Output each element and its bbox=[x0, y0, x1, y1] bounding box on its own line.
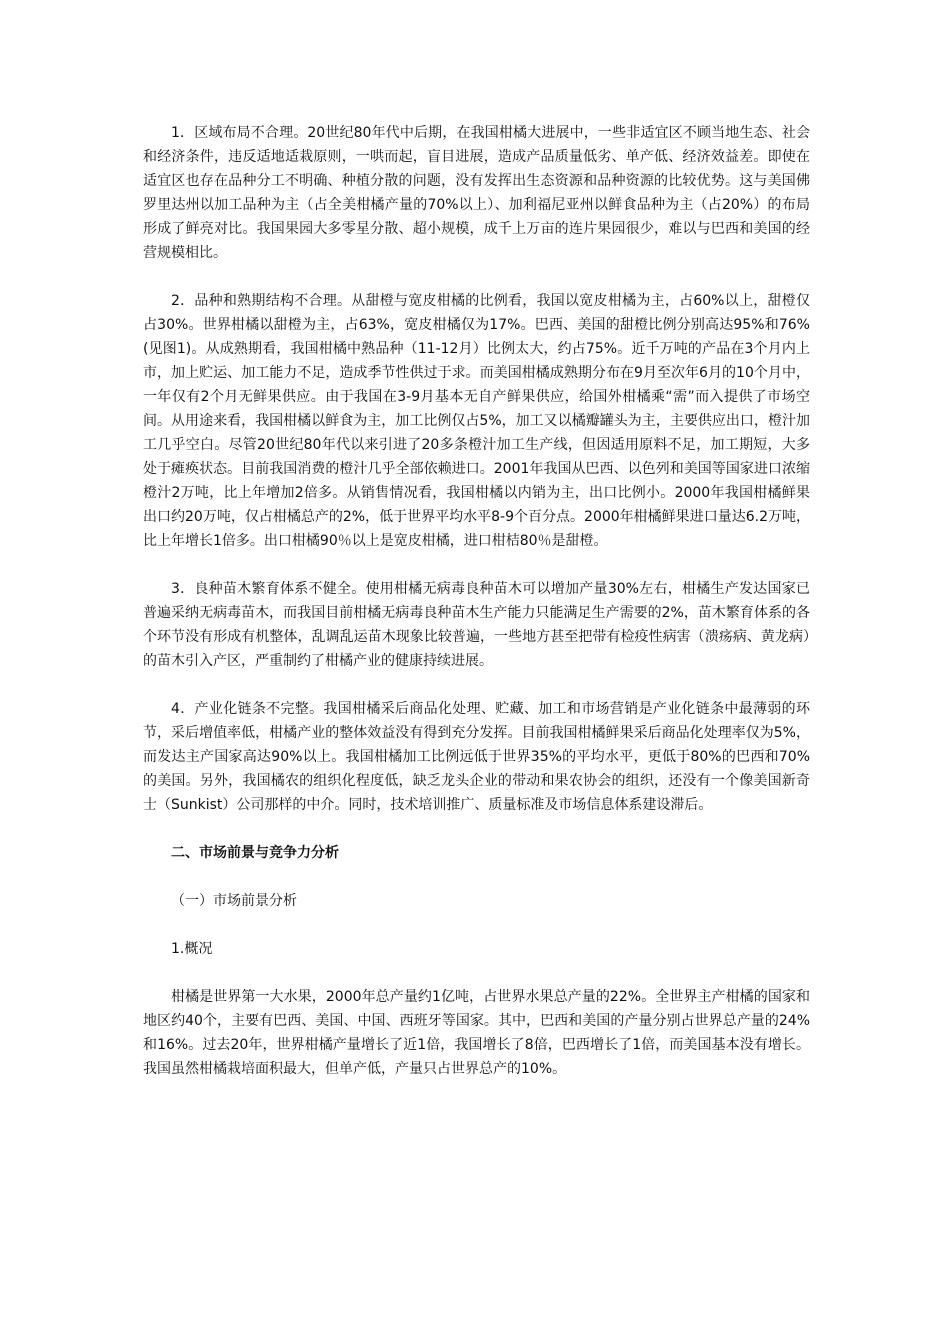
subsection-heading-market-prospect: （一）市场前景分析 bbox=[171, 893, 297, 909]
paragraph-regional-layout: 1．区域布局不合理。20世纪80年代中后期，在我国柑橘大进展中，一些非适宜区不顾当地生态、社会和经济条件，违反适地适栽原则，一哄而起，盲目进展，造成产品质量低劣、单产低、经济效益差。即使在适宜区也存在品种分工不明确、种植分散的问题，没有发挥出生态资源和品种资源的比较优势。这与美国佛罗里达州以加工品种为主（占全美柑橘产量的70%以上）、加利福尼亚州以鲜食品种为主（占20%）的布局形成了鲜亮对比。我国果园大多零星分散、超小规模，成千上万亩的连片果园很少，难以与巴西和美国的经营规模相比。 bbox=[143, 125, 810, 261]
paragraph-industrial-chain: 4．产业化链条不完整。我国柑橘采后商品化处理、贮藏、加工和市场营销是产业化链条中最薄弱的环节，采后增值率低，柑橘产业的整体效益没有得到充分发挥。目前我国柑橘鲜果采后商品化处理率仅为5%，而发达主产国家高达90%以上。我国柑橘加工比例远低于世界35%的平均水平，更低于80%的巴西和70%的美国。另外，我国橘农的组织化程度低，缺乏龙头企业的带动和果农协会的组织，还没有一个像美国新奇士（Sunkist）公司那样的中介。同时，技术培训推广、质量标准及市场信息体系建设滞后。 bbox=[143, 701, 810, 813]
document-page bbox=[143, 121, 810, 1081]
item-heading-overview: 1.概况 bbox=[171, 941, 213, 957]
paragraph-variety-structure: 2．品种和熟期结构不合理。从甜橙与宽皮柑橘的比例看，我国以宽皮柑橘为主，占60%以上，甜橙仅占30%。世界柑橘以甜橙为主，占63%，宽皮柑橘仅为17%。巴西、美国的甜橙比例分别高达95%和76%(见图1)。从成熟期看，我国柑橘中熟品种（11-12月）比例太大，约占75%。近千万吨的产品在3个月内上市，加上贮运、加工能力不足，造成季节性供过于求。而美国柑橘成熟期分布在9月至次年6月的10个月中，一年仅有2个月无鲜果供应。由于我国在3-9月基本无自产鲜果供应，给国外柑橘乘“需”而入提供了市场空间。从用途来看，我国柑橘以鲜食为主，加工比例仅占5%，加工又以橘瓣罐头为主，主要供应出口，橙汁加工几乎空白。尽管20世纪80年代以来引进了20多条橙汁加工生产线，但因适用原料不足，加工期短，大多处于瘫痪状态。目前我国消费的橙汁几乎全部依赖进口。2001年我国从巴西、以色列和美国等国家进口浓缩橙汁2万吨，比上年增加2倍多。从销售情况看，我国柑橘以内销为主，出口比例小。2000年我国柑橘鲜果出口约20万吨，仅占柑橘总产的2%，低于世界平均水平8-9个百分点。2000年柑橘鲜果进口量达6.2万吨，比上年增长1倍多。出口柑橘90％以上是宽皮柑橘，进口柑桔80％是甜橙。 bbox=[143, 293, 810, 549]
paragraph-overview: 柑橘是世界第一大水果，2000年总产量约1亿吨，占世界水果总产量的22%。全世界主产柑橘的国家和地区约40个，主要有巴西、美国、中国、西班牙等国家。其中，巴西和美国的产量分别占世界总产量的24%和16%。过去20年，世界柑橘产量增长了近1倍，我国增长了8倍，巴西增长了1倍，而美国基本没有增长。我国虽然柑橘栽培面积最大，但单产低，产量只占世界总产的10%。 bbox=[143, 989, 810, 1077]
section-heading-market-outlook: 二、市场前景与竞争力分析 bbox=[171, 845, 339, 861]
paragraph-seedling-system: 3．良种苗木繁育体系不健全。使用柑橘无病毒良种苗木可以增加产量30%左右，柑橘生产发达国家已普遍采纳无病毒苗木，而我国目前柑橘无病毒良种苗木生产能力只能满足生产需要的2%，苗木繁育体系的各个环节没有形成有机整体，乱调乱运苗木现象比较普遍，一些地方甚至把带有检疫性病害（溃疡病、黄龙病）的苗木引入产区，严重制约了柑橘产业的健康持续进展。 bbox=[143, 581, 810, 669]
